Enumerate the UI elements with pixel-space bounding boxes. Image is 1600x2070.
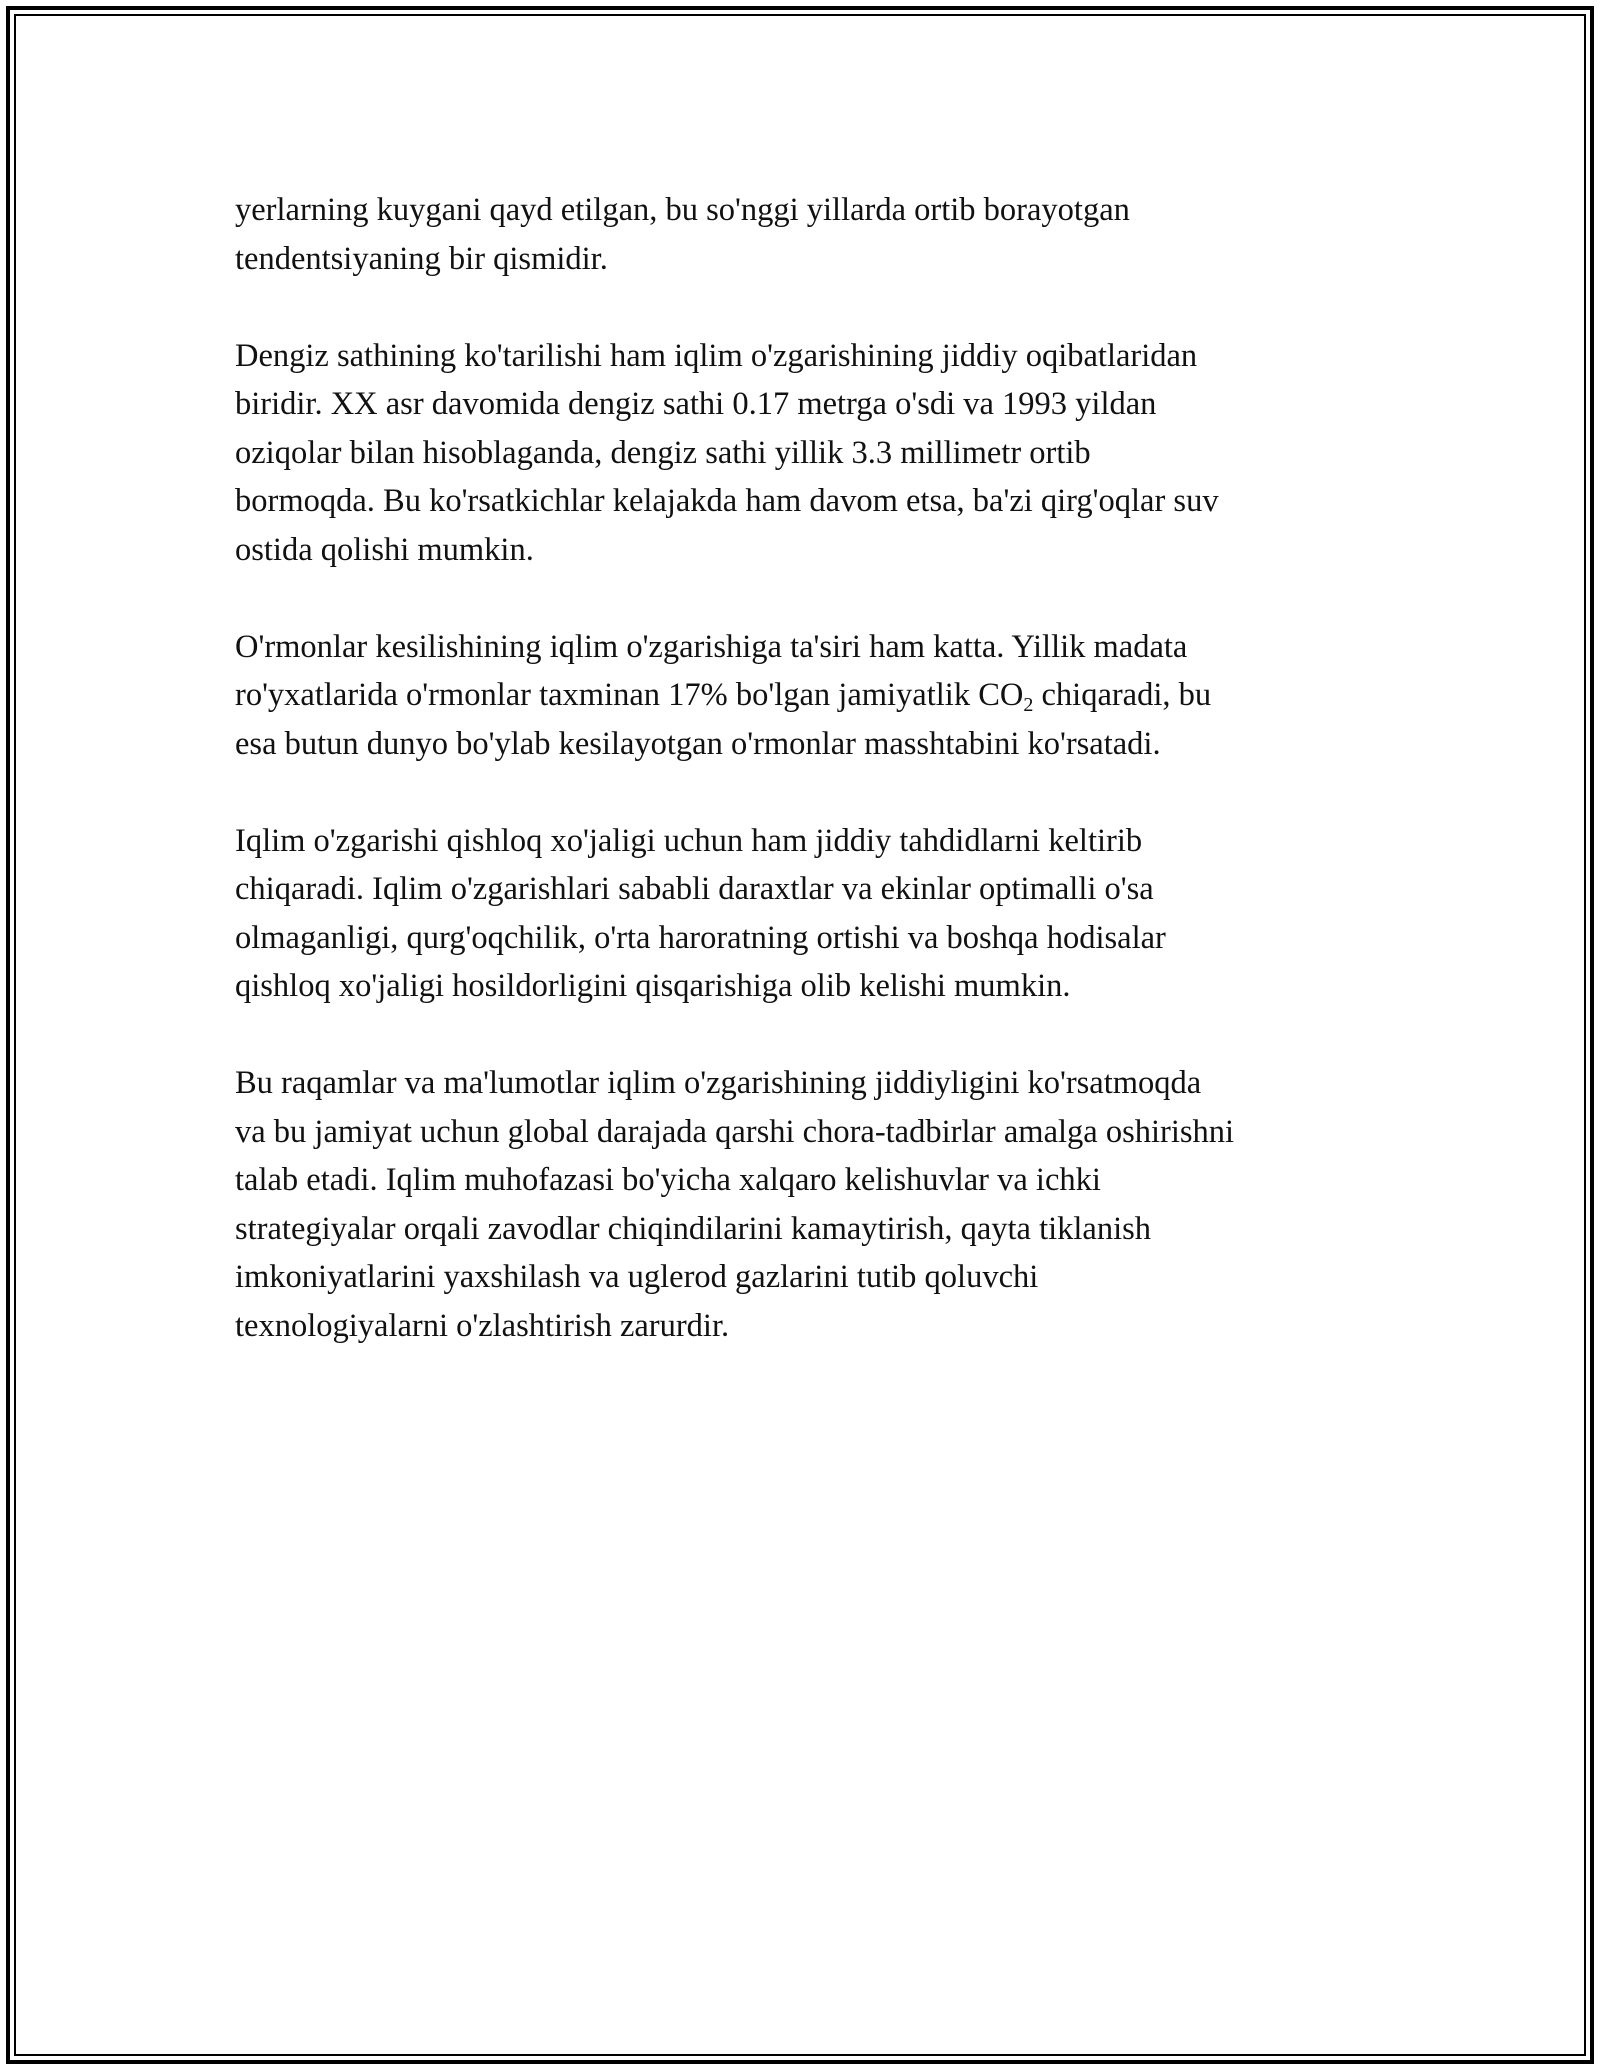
co2-subscript: 2 [1023, 694, 1034, 716]
text-line: olmaganligi, qurg'oqchilik, o'rta haroratning ortishi va boshqa hodisalar [235, 919, 1166, 956]
text-line: Dengiz sathining ko'tarilishi ham iqlim o'zgarishining jiddiy oqibatlaridan [235, 337, 1198, 374]
paragraph-1 [235, 186, 1375, 283]
text-line: esa butun dunyo bo'ylab kesilayotgan o'rmonlar masshtabini ko'rsatadi. [235, 725, 1161, 762]
text-line: imkoniyatlarini yaxshilash va uglerod gazlarini tutib qoluvchi [235, 1259, 1039, 1295]
text-line: yerlarning kuygani qayd etilgan, bu so'nggi yillarda ortib borayotgan [235, 192, 1130, 228]
text-line: va bu jamiyat uchun global darajada qarshi chora-tadbirlar amalga oshirishni [235, 1113, 1235, 1150]
text-line: biridir. XX asr davomida dengiz sathi 0.17 metrga o'sdi va 1993 yildan [235, 386, 1157, 422]
text-line: bormoqda. Bu ko'rsatkichlar kelajakda ham davom etsa, ba'zi qirg'oqlar suv [235, 483, 1219, 519]
paragraph-4 [235, 817, 1375, 1011]
text-line: chiqaradi. Iqlim o'zgarishlari sababli daraxtlar va ekinlar optimalli o'sa [235, 871, 1154, 907]
text-line: talab etadi. Iqlim muhofazasi bo'yicha xalqaro kelishuvlar va ichki [235, 1162, 1101, 1198]
paragraph-5 [235, 1059, 1375, 1350]
text-line: O'rmonlar kesilishining iqlim o'zgarishiga ta'siri ham katta. Yillik madata [235, 628, 1188, 665]
paragraph-2 [235, 332, 1375, 575]
text-line: strategiyalar orqali zavodlar chiqindilarini kamaytirish, qayta tiklanish [235, 1210, 1152, 1247]
text-segment: ro'yxatlarida o'rmonlar taxminan 17% bo'lgan jamiyatlik CO [235, 677, 1024, 713]
text-line: qishloq xo'jaligi hosildorligini qisqarishiga olib kelishi mumkin. [235, 968, 1071, 1004]
document-body [235, 186, 1375, 1399]
paragraph-3 [235, 623, 1375, 769]
text-line: oziqolar bilan hisoblaganda, dengiz sathi yillik 3.3 millimetr ortib [235, 434, 1091, 471]
text-line: tendentsiyaning bir qismidir. [235, 240, 608, 277]
text-line: texnologiyalarni o'zlashtirish zarurdir. [235, 1307, 730, 1344]
text-line: Iqlim o'zgarishi qishloq xo'jaligi uchun ham jiddiy tahdidlarni keltirib [235, 822, 1143, 859]
text-line: Bu raqamlar va ma'lumotlar iqlim o'zgarishining jiddiyligini ko'rsatmoqda [235, 1065, 1202, 1101]
text-line-co2 [235, 671, 1375, 720]
text-segment: chiqaradi, bu [1033, 677, 1212, 713]
text-line: ostida qolishi mumkin. [235, 531, 534, 568]
